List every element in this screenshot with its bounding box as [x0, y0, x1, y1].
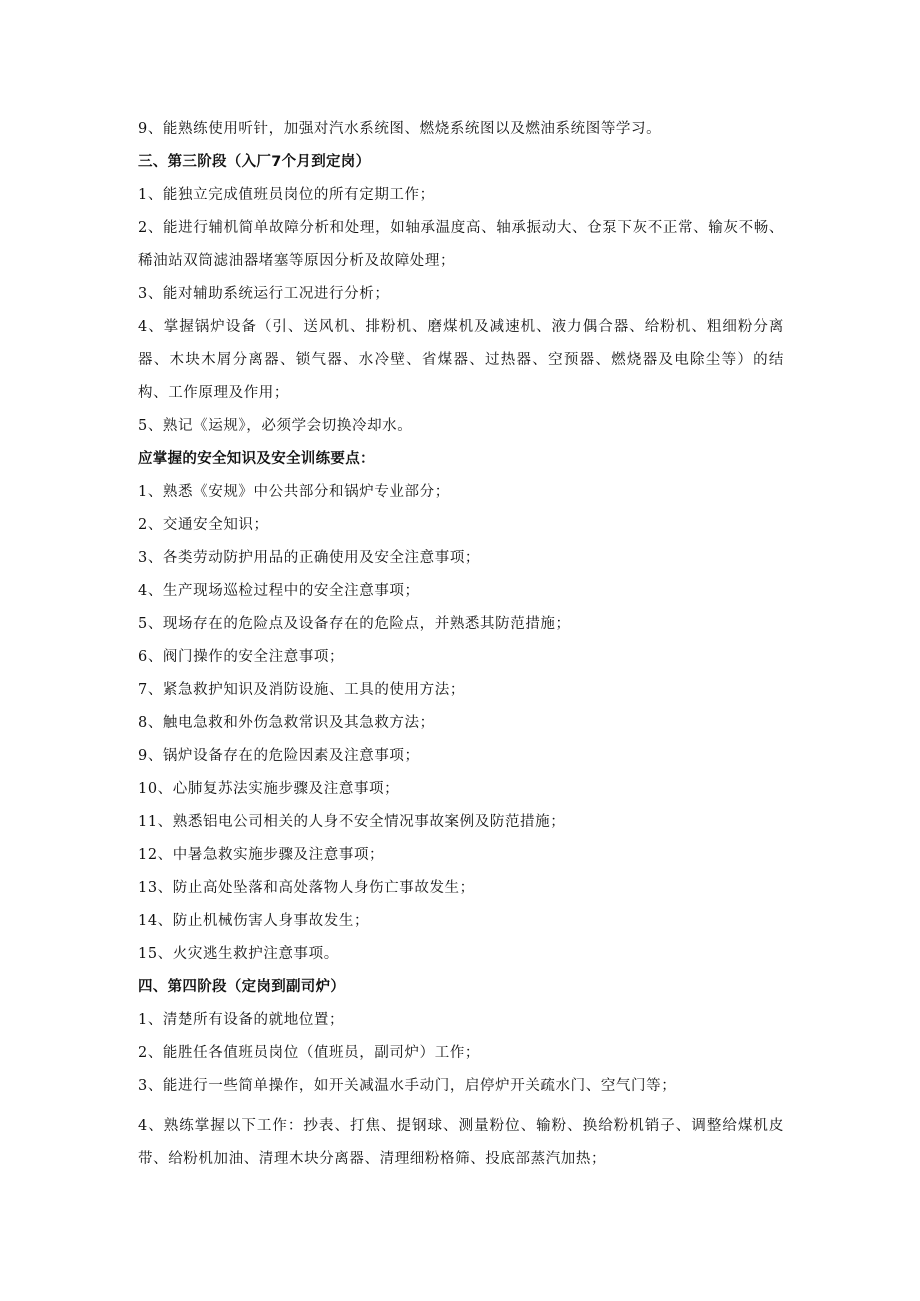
safety-item-6: 6、阀门操作的安全注意事项； [138, 649, 345, 665]
safety-item-11: 11、熟悉铝电公司相关的人身不安全情况事故案例及防范措施； [138, 814, 566, 830]
stage3-item-4: 4、掌握锅炉设备（引、送风机、排粉机、磨煤机及减速机、液力偶合器、给粉机、粗细粉分离器、木块木屑分离器、锁气器、水冷壁、省煤器、过热器、空预器、燃烧器及电除尘等）的结构、工作原理及作用； [138, 319, 784, 401]
stage4-item-1: 1、清楚所有设备的就地位置； [138, 1012, 345, 1028]
stage4-item-2: 2、能胜任各值班员岗位（值班员，副司炉）工作； [138, 1045, 481, 1061]
stage4-heading: 四、第四阶段（定岗到副司炉） [138, 979, 346, 995]
document-body [138, 113, 784, 1176]
stage3-item-1: 1、能独立完成值班员岗位的所有定期工作； [138, 187, 435, 203]
safety-item-7: 7、紧急救护知识及消防设施、工具的使用方法； [138, 682, 465, 698]
safety-item-13: 13、防止高处坠落和高处落物人身伤亡事故发生； [138, 880, 475, 896]
safety-item-3: 3、各类劳动防护用品的正确使用及安全注意事项； [138, 550, 481, 566]
safety-item-9: 9、锅炉设备存在的危险因素及注意事项； [138, 748, 420, 764]
stage3-heading: 三、第三阶段（入厂7个月到定岗） [138, 154, 371, 170]
safety-item-12: 12、中暑急救实施步骤及注意事项； [138, 847, 385, 863]
safety-item-5: 5、现场存在的危险点及设备存在的危险点，并熟悉其防范措施； [138, 616, 571, 632]
safety-item-4: 4、生产现场巡检过程中的安全注意事项； [138, 583, 420, 599]
safety-item-14: 14、防止机械伤害人身事故发生； [138, 913, 370, 929]
stage3-item-2: 2、能进行辅机简单故障分析和处理，如轴承温度高、轴承振动大、仓泵下灰不正常、输灰不畅、稀油站双筒滤油器堵塞等原因分析及故障处理； [138, 220, 784, 269]
stage4-item-3: 3、能进行一些简单操作，如开关减温水手动门，启停炉开关疏水门、空气门等； [138, 1078, 677, 1094]
stage3-item-5: 5、熟记《运规》，必须学会切换冷却水。 [138, 418, 413, 434]
stage2-item-9: 9、能熟练使用听针，加强对汽水系统图、燃烧系统图以及燃油系统图等学习。 [138, 121, 662, 137]
safety-item-2: 2、交通安全知识； [138, 517, 269, 533]
safety-item-10: 10、心肺复苏法实施步骤及注意事项； [138, 781, 400, 797]
safety-item-8: 8、触电急救和外伤急救常识及其急救方法； [138, 715, 435, 731]
safety-item-1: 1、熟悉《安规》中公共部分和锅炉专业部分； [138, 484, 450, 500]
safety-heading: 应掌握的安全知识及安全训练要点： [138, 451, 375, 467]
stage3-item-3: 3、能对辅助系统运行工况进行分析； [138, 286, 390, 302]
stage4-item-4: 4、熟练掌握以下工作：抄表、打焦、提钢球、测量粉位、输粉、换给粉机销子、调整给煤机皮带、给粉机加油、清理木块分离器、清理细粉格筛、投底部蒸汽加热； [138, 1118, 784, 1167]
safety-item-15: 15、火灾逃生救护注意事项。 [138, 946, 339, 962]
